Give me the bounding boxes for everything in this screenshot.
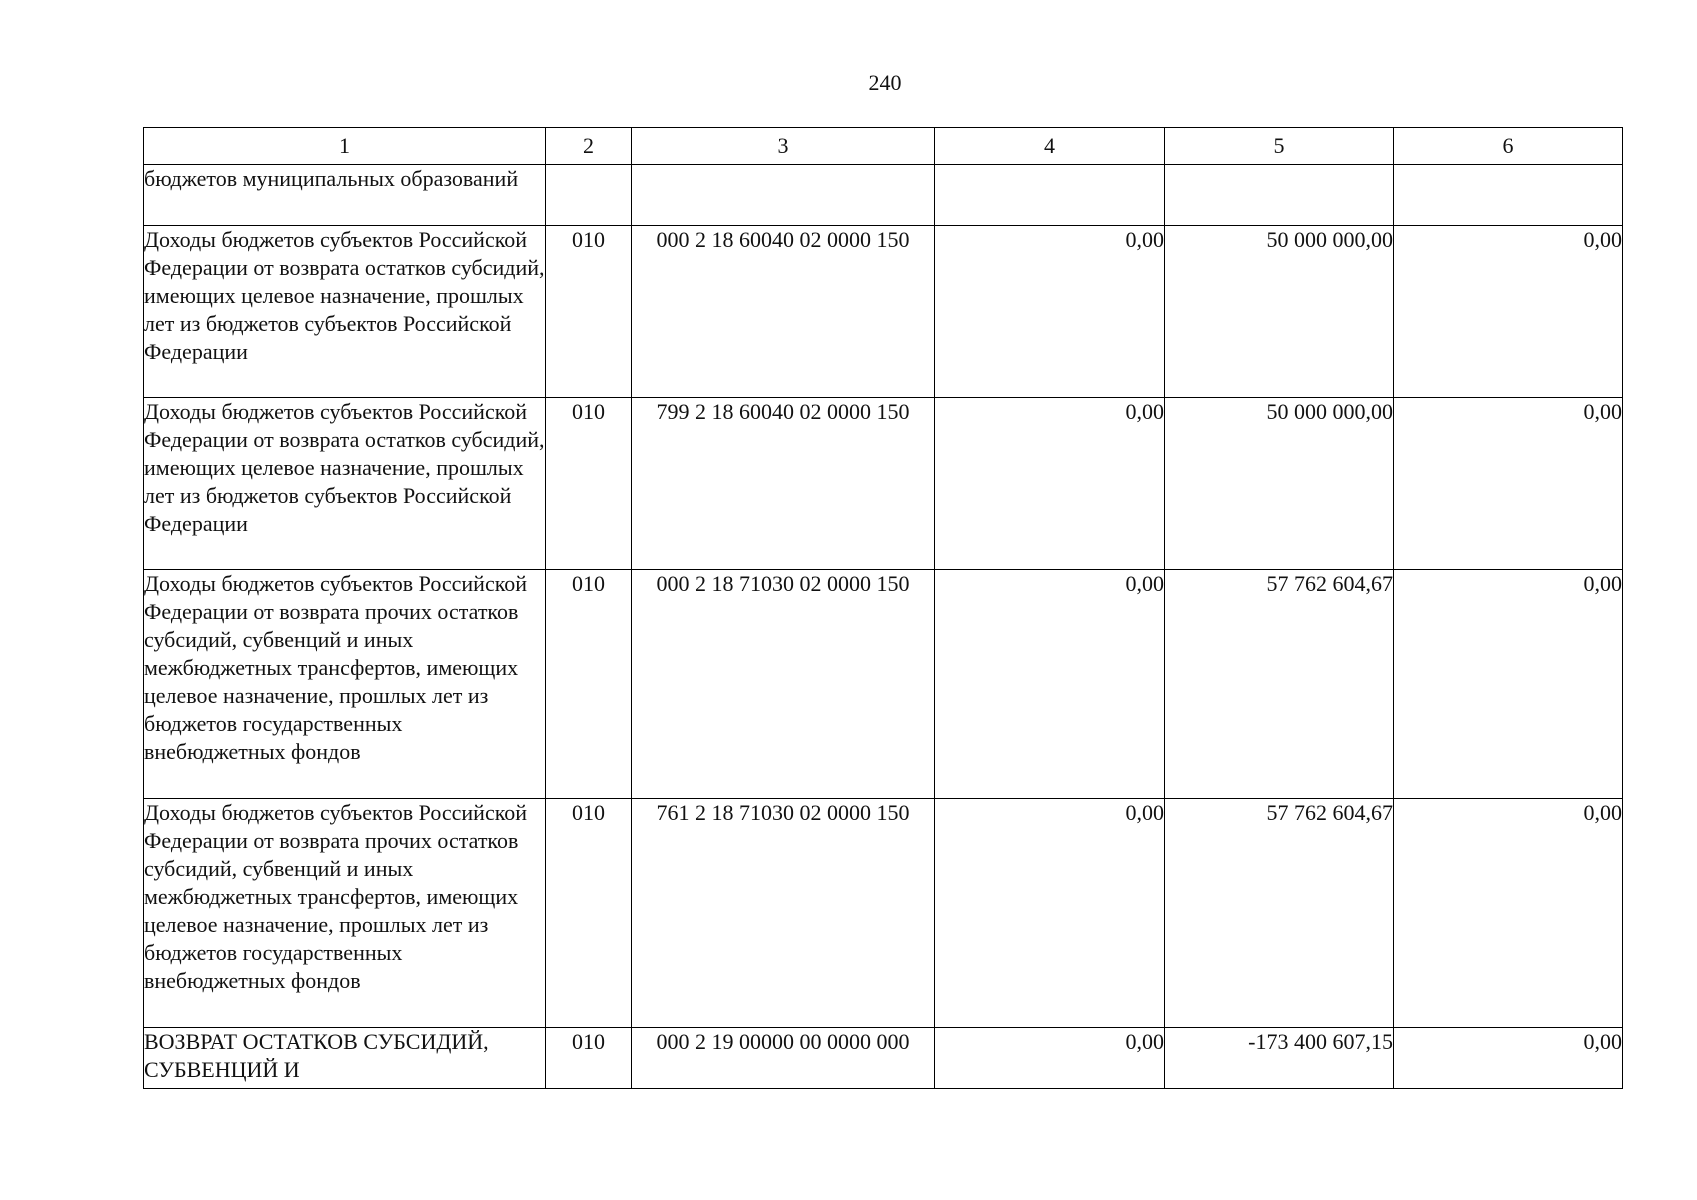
table-header-row bbox=[144, 128, 1623, 165]
table-row bbox=[144, 226, 1623, 398]
row-name: Доходы бюджетов субъектов Российской Федерации от возврата остатков субсидий, имеющих целевое назначение, прошлых лет из бюджетов субъектов Российской Федерации bbox=[144, 398, 546, 570]
row-admin-code: 010 bbox=[546, 799, 632, 1028]
row-col4-value bbox=[935, 165, 1165, 226]
table-row bbox=[144, 165, 1623, 226]
row-col6-value: 0,00 bbox=[1394, 570, 1623, 799]
row-col4-value: 0,00 bbox=[935, 398, 1165, 570]
column-header-2: 2 bbox=[546, 128, 632, 165]
row-budget-code: 000 2 19 00000 00 0000 000 bbox=[632, 1028, 935, 1089]
row-col5-value bbox=[1165, 165, 1394, 226]
row-admin-code: 010 bbox=[546, 570, 632, 799]
row-admin-code bbox=[546, 165, 632, 226]
table-row bbox=[144, 799, 1623, 1028]
table-row bbox=[144, 1028, 1623, 1089]
column-header-5: 5 bbox=[1165, 128, 1394, 165]
row-col6-value: 0,00 bbox=[1394, 398, 1623, 570]
row-budget-code: 799 2 18 60040 02 0000 150 bbox=[632, 398, 935, 570]
row-col5-value: 50 000 000,00 bbox=[1165, 398, 1394, 570]
row-col6-value: 0,00 bbox=[1394, 1028, 1623, 1089]
page-number: 240 bbox=[868, 70, 902, 95]
row-admin-code: 010 bbox=[546, 226, 632, 398]
column-header-6: 6 bbox=[1394, 128, 1623, 165]
row-col4-value: 0,00 bbox=[935, 226, 1165, 398]
row-admin-code: 010 bbox=[546, 398, 632, 570]
row-budget-code bbox=[632, 165, 935, 226]
row-col5-value: 50 000 000,00 bbox=[1165, 226, 1394, 398]
row-name: Доходы бюджетов субъектов Российской Федерации от возврата прочих остатков субсидий, субвенций и иных межбюджетных трансфертов, имеющих целевое назначение, прошлых лет из бюджетов государственных внебюджетных фондов bbox=[144, 570, 546, 799]
row-name: Доходы бюджетов субъектов Российской Федерации от возврата остатков субсидий, имеющих целевое назначение, прошлых лет из бюджетов субъектов Российской Федерации bbox=[144, 226, 546, 398]
row-admin-code: 010 bbox=[546, 1028, 632, 1089]
row-name: Доходы бюджетов субъектов Российской Федерации от возврата прочих остатков субсидий, субвенций и иных межбюджетных трансфертов, имеющих целевое назначение, прошлых лет из бюджетов государственных внебюджетных фондов bbox=[144, 799, 546, 1028]
row-name: ВОЗВРАТ ОСТАТКОВ СУБСИДИЙ, СУБВЕНЦИЙ И bbox=[144, 1028, 546, 1089]
row-col6-value bbox=[1394, 165, 1623, 226]
row-col4-value: 0,00 bbox=[935, 1028, 1165, 1089]
row-budget-code: 000 2 18 60040 02 0000 150 bbox=[632, 226, 935, 398]
column-header-1: 1 bbox=[144, 128, 546, 165]
row-col4-value: 0,00 bbox=[935, 799, 1165, 1028]
row-budget-code: 000 2 18 71030 02 0000 150 bbox=[632, 570, 935, 799]
row-col6-value: 0,00 bbox=[1394, 799, 1623, 1028]
budget-table bbox=[143, 127, 1623, 1089]
row-budget-code: 761 2 18 71030 02 0000 150 bbox=[632, 799, 935, 1028]
row-name: бюджетов муниципальных образований bbox=[144, 165, 546, 226]
column-header-3: 3 bbox=[632, 128, 935, 165]
row-col4-value: 0,00 bbox=[935, 570, 1165, 799]
table-row bbox=[144, 398, 1623, 570]
table-row bbox=[144, 570, 1623, 799]
row-col5-value: 57 762 604,67 bbox=[1165, 799, 1394, 1028]
row-col5-value: -173 400 607,15 bbox=[1165, 1028, 1394, 1089]
row-col5-value: 57 762 604,67 bbox=[1165, 570, 1394, 799]
column-header-4: 4 bbox=[935, 128, 1165, 165]
row-col6-value: 0,00 bbox=[1394, 226, 1623, 398]
